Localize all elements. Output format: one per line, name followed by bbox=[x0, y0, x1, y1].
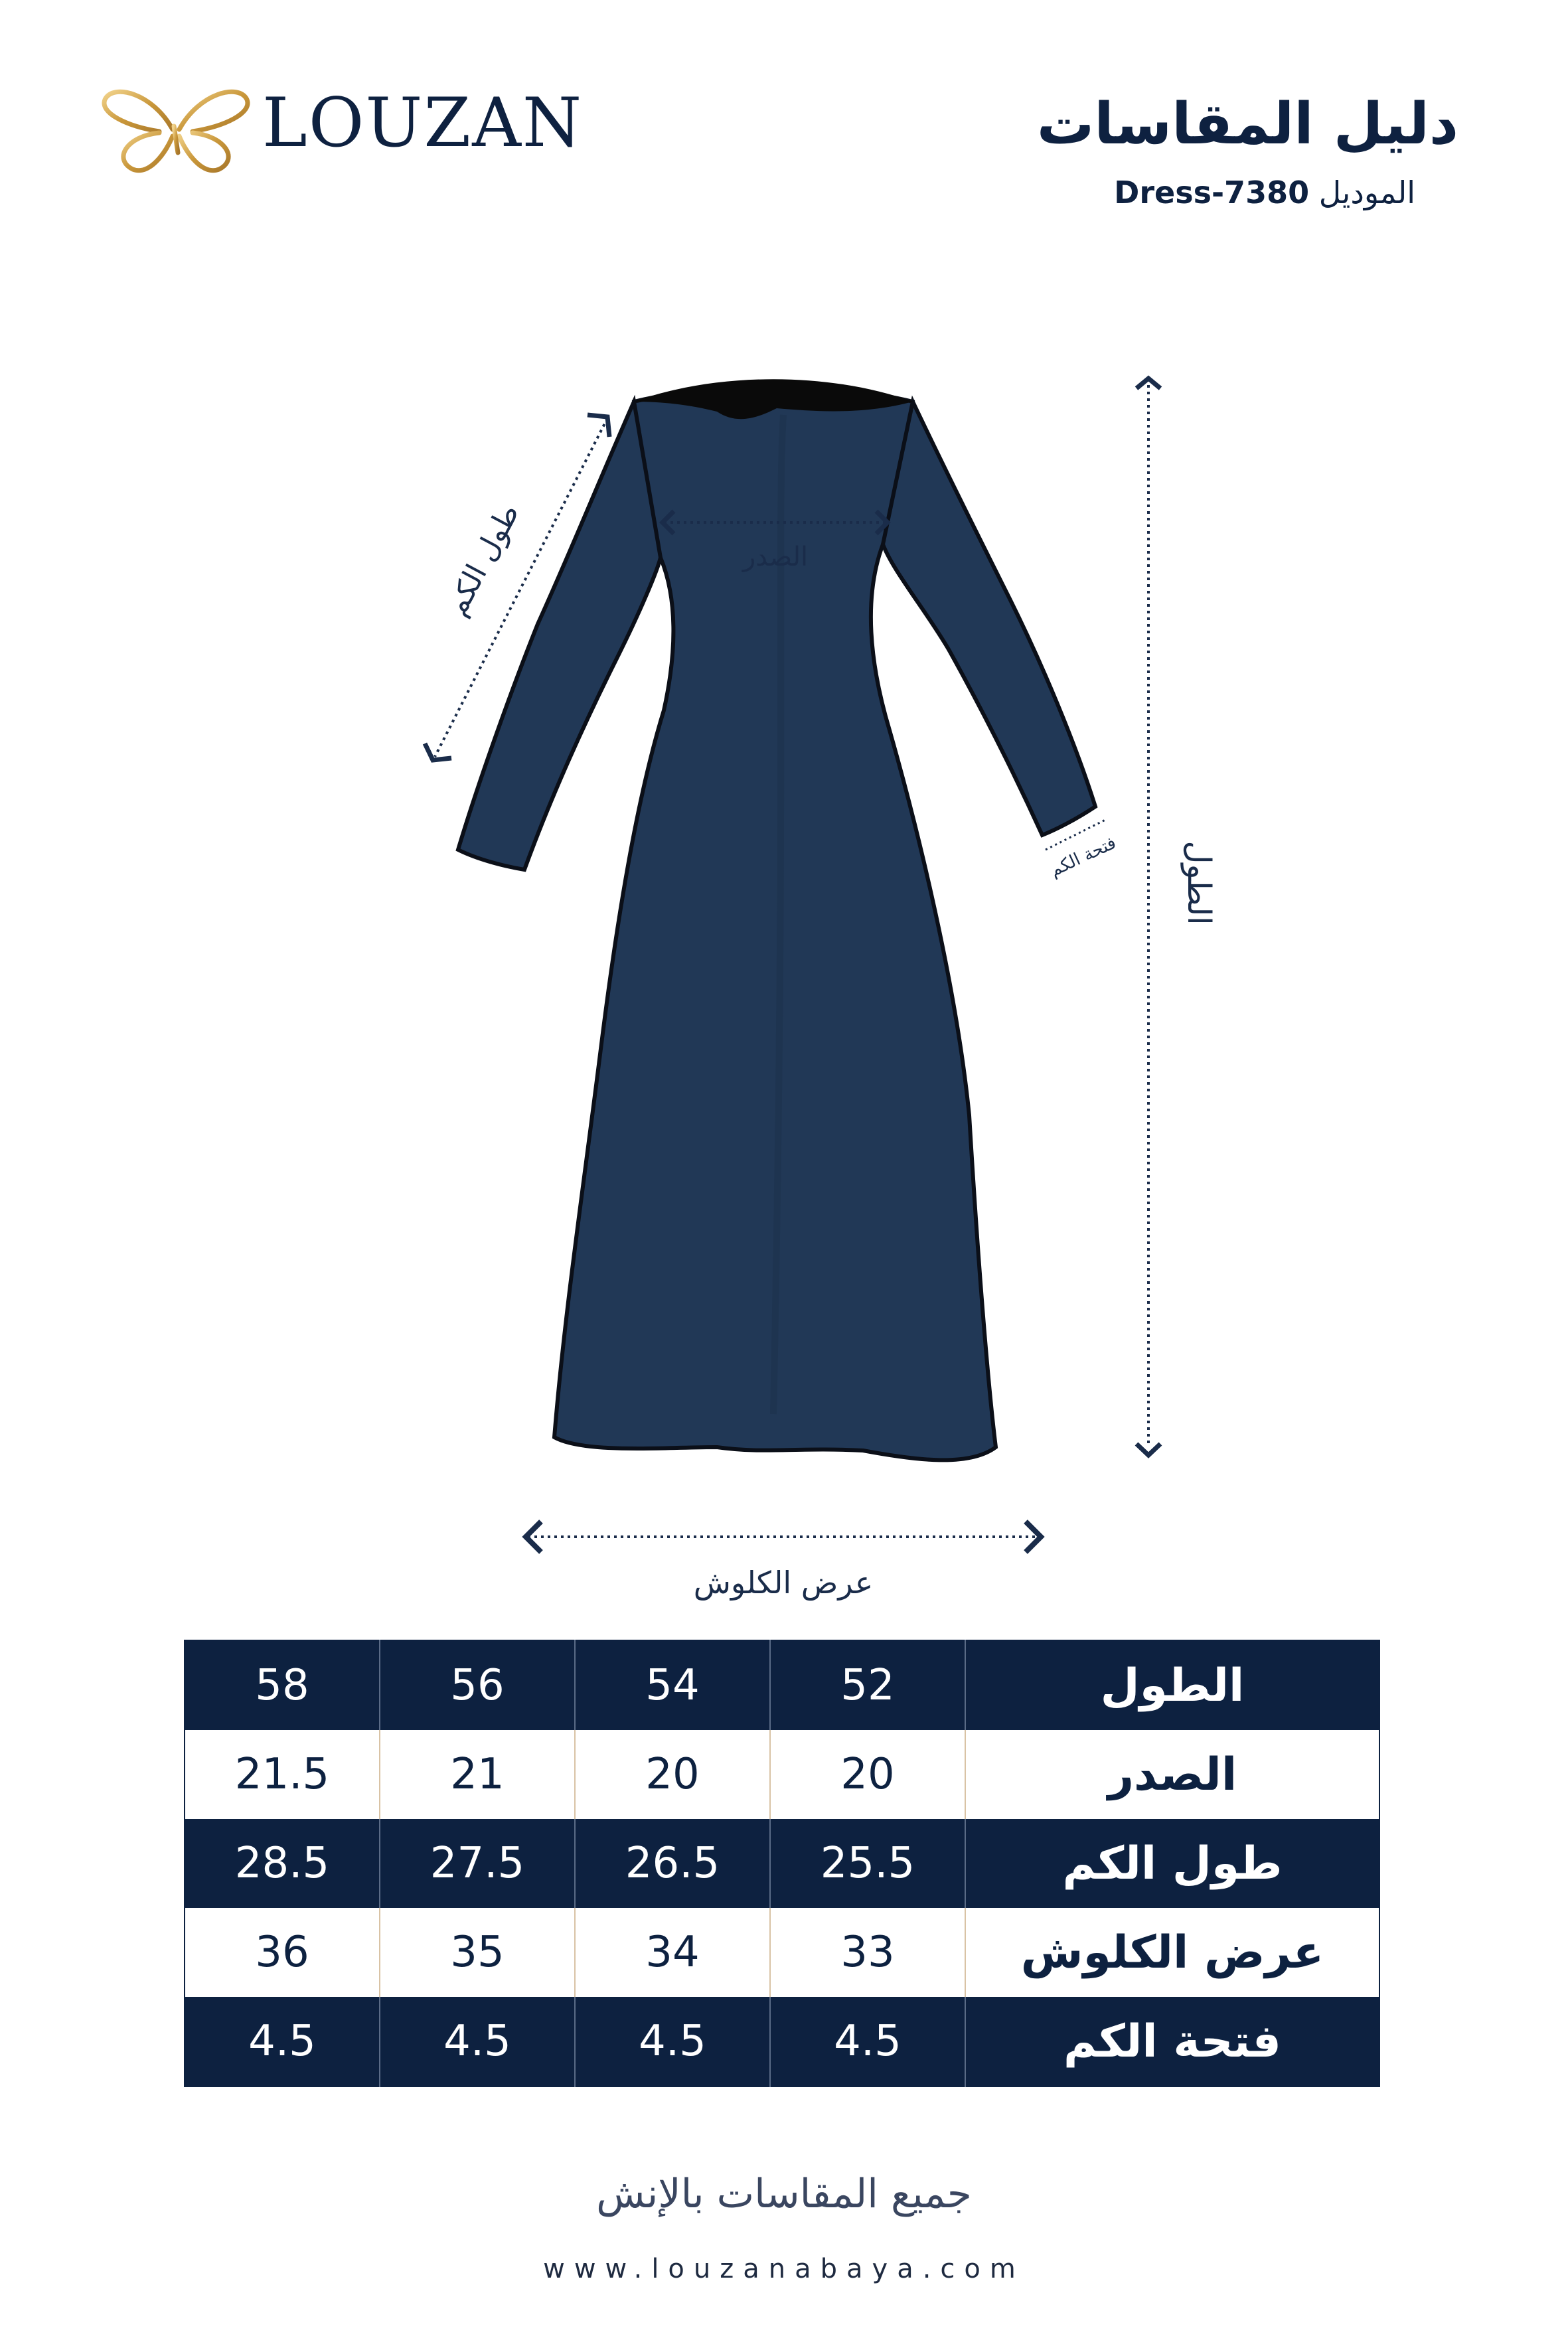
website-link[interactable]: www.louzanabaya.com bbox=[543, 2254, 1025, 2284]
size-table-body bbox=[185, 1640, 1379, 2086]
size-table bbox=[184, 1640, 1380, 2087]
table-row bbox=[185, 1908, 1379, 1997]
table-cell: 28.5 bbox=[185, 1819, 380, 1908]
table-cell: 20 bbox=[575, 1730, 770, 1819]
table-row bbox=[185, 1819, 1379, 1908]
sleeve-length-label: طول الكم bbox=[439, 498, 526, 621]
butterfly-icon bbox=[104, 92, 248, 170]
hem-width-label: عرض الكلوش bbox=[693, 1565, 874, 1601]
table-cell: 35 bbox=[380, 1908, 575, 1997]
table-cell: 21 bbox=[380, 1730, 575, 1819]
sleeve-opening-label: فتحة الكم bbox=[1047, 832, 1120, 881]
row-label: الطول bbox=[965, 1640, 1379, 1730]
row-label: عرض الكلوش bbox=[965, 1908, 1379, 1997]
table-cell: 4.5 bbox=[575, 1997, 770, 2086]
table-row bbox=[185, 1730, 1379, 1819]
table-cell: 4.5 bbox=[185, 1997, 380, 2086]
dress-diagram bbox=[0, 319, 1568, 1620]
table-cell: 54 bbox=[575, 1640, 770, 1730]
row-label: الصدر bbox=[965, 1730, 1379, 1819]
left-sleeve bbox=[458, 402, 661, 870]
table-cell: 20 bbox=[770, 1730, 965, 1819]
units-note: جميع المقاسات بالإنش bbox=[596, 2171, 972, 2217]
table-row bbox=[185, 1640, 1379, 1730]
right-sleeve bbox=[883, 402, 1095, 835]
table-cell: 33 bbox=[770, 1908, 965, 1997]
table-cell: 21.5 bbox=[185, 1730, 380, 1819]
table-cell: 4.5 bbox=[770, 1997, 965, 2086]
length-label: الطول bbox=[1180, 840, 1217, 925]
row-label: طول الكم bbox=[965, 1819, 1379, 1908]
length-arrow bbox=[1137, 378, 1160, 1455]
table-cell: 27.5 bbox=[380, 1819, 575, 1908]
brand-name: LOUZAN bbox=[262, 84, 584, 163]
table-cell: 34 bbox=[575, 1908, 770, 1997]
table-cell: 56 bbox=[380, 1640, 575, 1730]
page-title: دليل المقاسات bbox=[1036, 91, 1458, 157]
table-cell: 4.5 bbox=[380, 1997, 575, 2086]
table-cell: 58 bbox=[185, 1640, 380, 1730]
model-line bbox=[1114, 176, 1415, 210]
table-cell: 26.5 bbox=[575, 1819, 770, 1908]
table-cell: 36 bbox=[185, 1908, 380, 1997]
chest-label: الصدر bbox=[742, 542, 809, 572]
model-code: Dress-7380 bbox=[1114, 175, 1310, 210]
table-cell: 52 bbox=[770, 1640, 965, 1730]
model-label: الموديل bbox=[1318, 175, 1415, 210]
table-row bbox=[185, 1997, 1379, 2086]
hem-width-arrow bbox=[526, 1522, 1041, 1552]
table-cell: 25.5 bbox=[770, 1819, 965, 1908]
row-label: فتحة الكم bbox=[965, 1997, 1379, 2086]
